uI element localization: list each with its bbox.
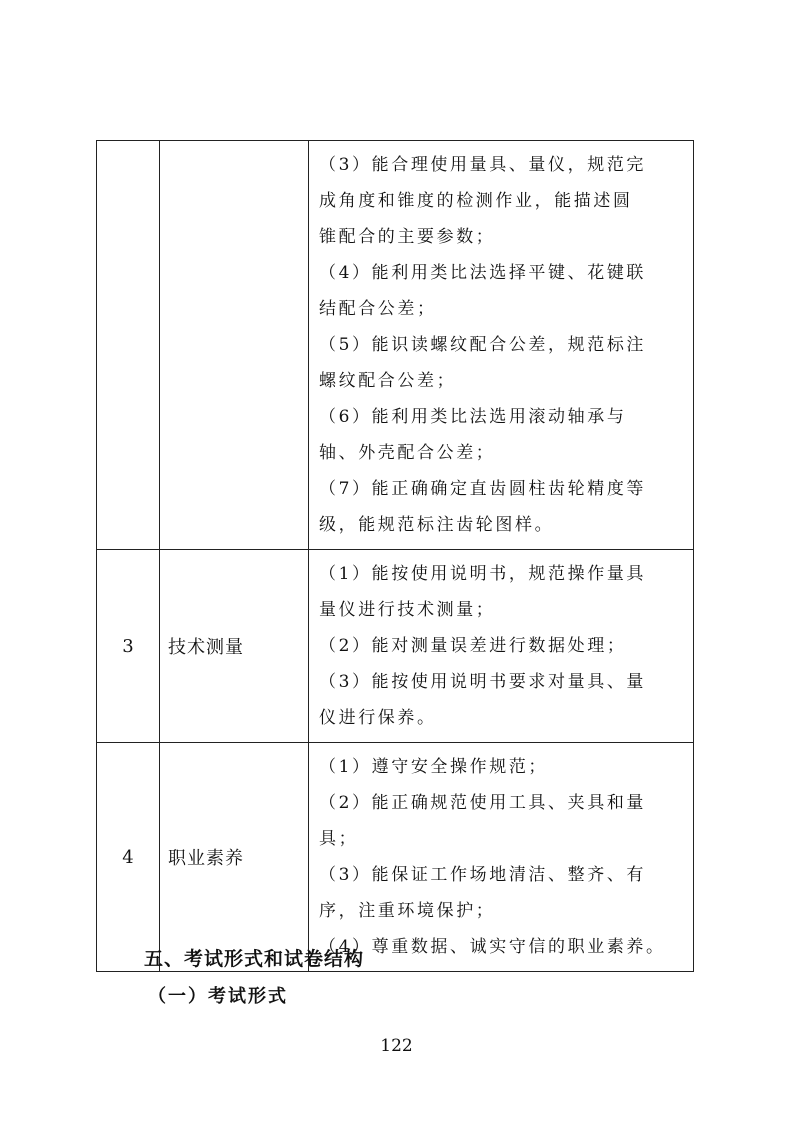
requirements-table xyxy=(96,140,694,972)
requirement-line: （3）能保证工作场地清洁、整齐、有 xyxy=(319,865,647,885)
requirement-line: （7）能正确确定直齿圆柱齿轮精度等 xyxy=(319,479,647,499)
requirement-line: （4）尊重数据、诚实守信的职业素养。 xyxy=(319,937,666,957)
row-requirements-cell xyxy=(309,743,694,972)
row-number-cell xyxy=(97,141,160,550)
row-number-cell: 3 xyxy=(97,550,160,743)
row-number-cell: 4 xyxy=(97,743,160,972)
row-item-cell: 技术测量 xyxy=(160,550,309,743)
requirement-line: 螺纹配合公差； xyxy=(319,371,457,391)
table-row xyxy=(97,550,694,743)
table-row xyxy=(97,743,694,972)
requirement-line: （4）能利用类比法选择平键、花键联 xyxy=(319,263,647,283)
requirement-line: （1）能按使用说明书，规范操作量具 xyxy=(319,564,647,584)
requirement-line: （2）能对测量误差进行数据处理； xyxy=(319,636,627,656)
requirement-line: （3）能按使用说明书要求对量具、量 xyxy=(319,672,647,692)
table-row xyxy=(97,141,694,550)
requirement-line: （1）遵守安全操作规范； xyxy=(319,757,549,777)
row-item-cell: 职业素养 xyxy=(160,743,309,972)
requirement-line: （2）能正确规范使用工具、夹具和量 xyxy=(319,793,647,813)
row-requirements-cell xyxy=(309,141,694,550)
row-item-cell xyxy=(160,141,309,550)
requirement-line: 成角度和锥度的检测作业，能描述圆 xyxy=(319,191,633,211)
requirement-line: 级，能规范标注齿轮图样。 xyxy=(319,515,555,535)
requirement-line: （6）能利用类比法选用滚动轴承与 xyxy=(319,407,627,427)
page-number: 122 xyxy=(380,1036,413,1056)
requirement-line: 仪进行保养。 xyxy=(319,708,437,728)
requirement-line: 具； xyxy=(319,829,359,849)
requirement-line: （5）能识读螺纹配合公差，规范标注 xyxy=(319,335,647,355)
requirement-line: 量仪进行技术测量； xyxy=(319,600,496,620)
requirement-line: 结配合公差； xyxy=(319,299,437,319)
requirement-line: 锥配合的主要参数； xyxy=(319,227,496,247)
requirement-line: 轴、外壳配合公差； xyxy=(319,443,496,463)
requirement-line: （3）能合理使用量具、量仪，规范完 xyxy=(319,155,647,175)
section-heading: 五、考试形式和试卷结构 xyxy=(144,948,365,970)
requirement-line: 序，注重环境保护； xyxy=(319,901,496,921)
row-requirements-cell xyxy=(309,550,694,743)
subsection-heading: （一）考试形式 xyxy=(148,986,288,1007)
